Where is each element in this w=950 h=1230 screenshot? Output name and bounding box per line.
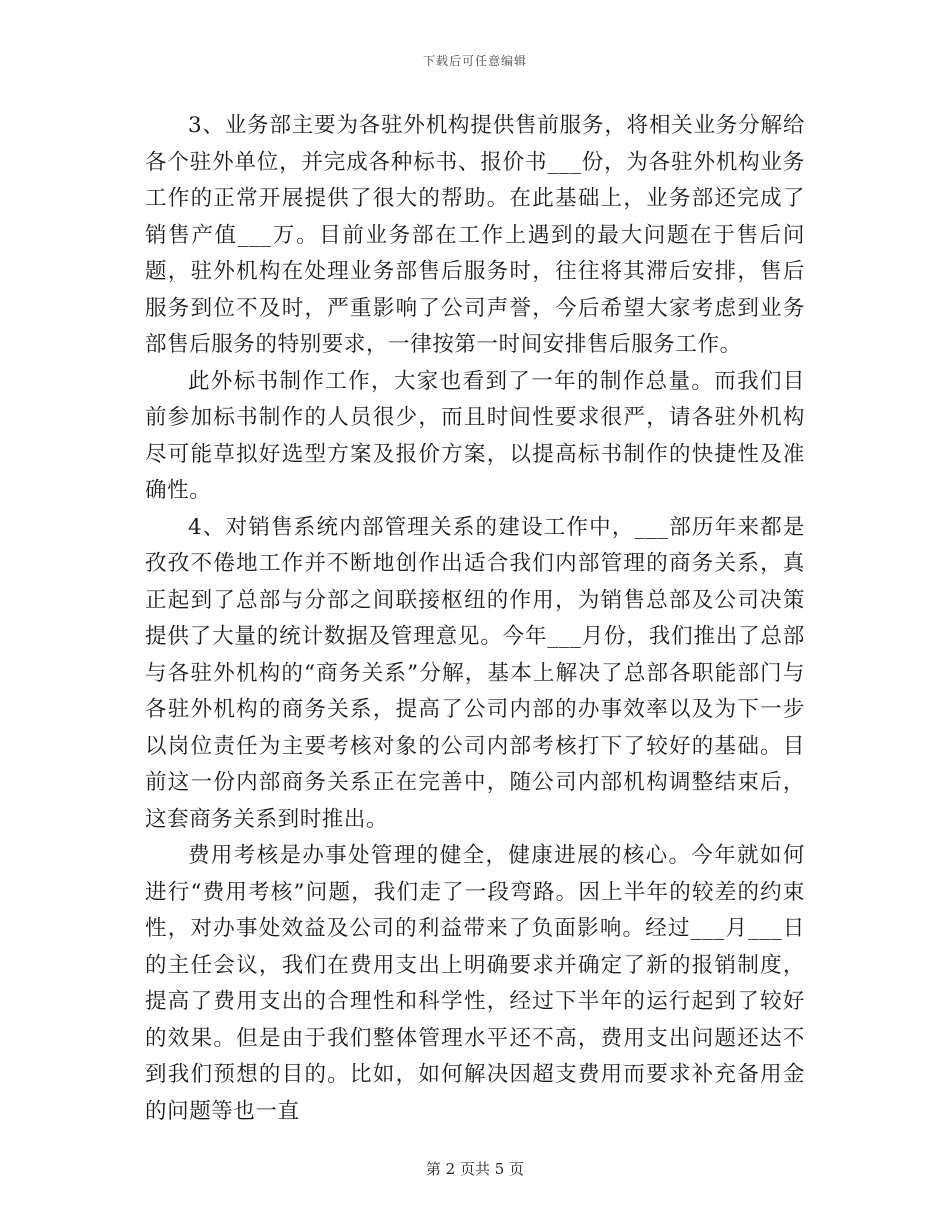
- page-number-footer: 第 2 页共 5 页: [425, 1160, 525, 1178]
- document-body: [145, 108, 805, 1130]
- page-header-note: 下载后可任意编辑: [422, 54, 527, 68]
- paragraph-internal-management: 4、对销售系统内部管理关系的建设工作中，___部历年来都是孜孜不倦地工作并不断地创作出适合我们内部管理的商务关系，真正起到了总部与分部之间联接枢纽的作用，为销售总部及公司决策提供了大量的统计数据及管理意见。今年___月份，我们推出了总部与各驻外机构的“商务关系”分解，基本上解决了总部各职能部门与各驻外机构的商务关系，提高了公司内部的办事效率以及为下一步以岗位责任为主要考核对象的公司内部考核打下了较好的基础。目前这一份内部商务关系正在完善中，随公司内部机构调整结束后，这套商务关系到时推出。: [145, 514, 805, 832]
- paragraph-tender-production: 此外标书制作工作，大家也看到了一年的制作总量。而我们目前参加标书制作的人员很少，而且时间性要求很严，请各驻外机构尽可能草拟好选型方案及报价方案，以提高标书制作的快捷性及准确性。: [145, 368, 805, 503]
- paragraph-business-department: 3、业务部主要为各驻外机构提供售前服务，将相关业务分解给各个驻外单位，并完成各种标书、报价书___份，为各驻外机构业务工作的正常开展提供了很大的帮助。在此基础上，业务部还完成了销售产值___万。目前业务部在工作上遇到的最大问题在于售后问题，驻外机构在处理业务部售后服务时，往往将其滞后安排，售后服务到位不及时，严重影响了公司声誉，今后希望大家考虑到业务部售后服务的特别要求，一律按第一时间安排售后服务工作。: [145, 113, 805, 357]
- paragraph-expense-assessment: 费用考核是办事处管理的健全，健康进展的核心。今年就如何进行“费用考核”问题，我们走了一段弯路。因上半年的较差的约束性，对办事处效益及公司的利益带来了负面影响。经过___月___日的主任会议，我们在费用支出上明确要求并确定了新的报销制度，提高了费用支出的合理性和科学性，经过下半年的运行起到了较好的效果。但是由于我们整体管理水平还不高，费用支出问题还达不到我们预想的目的。比如，如何解决因超支费用而要求补充备用金的问题等也一直: [145, 843, 805, 1124]
